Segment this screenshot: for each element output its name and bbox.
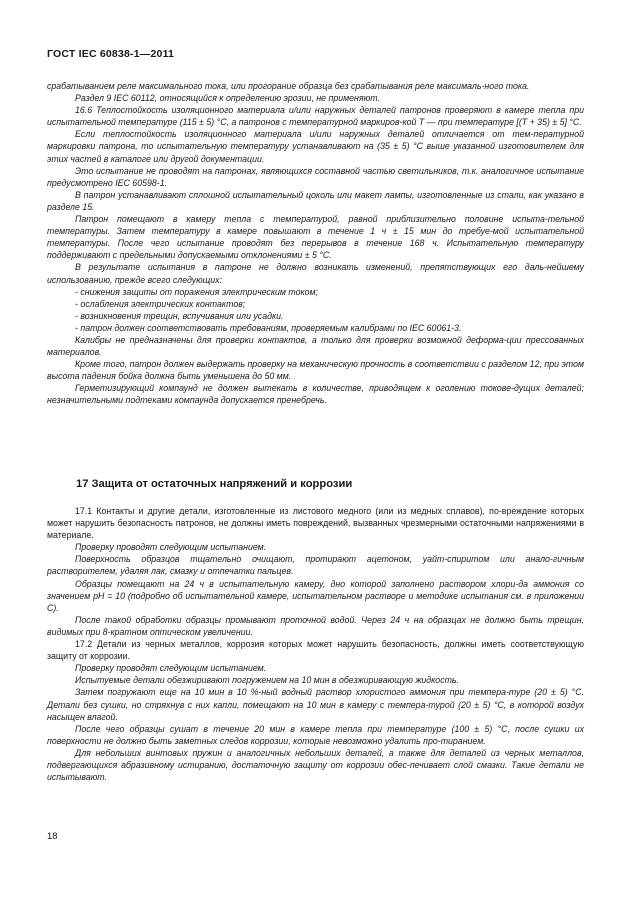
paragraph: Герметизирующий компаунд не должен вытекать в количестве, приводящем к оголению токове-дущих деталей; незначительными подтеками компаунда допускается пренебречь. (47, 383, 584, 406)
page-number: 18 (47, 831, 58, 842)
page-header: ГОСТ IEC 60838-1—2011 (47, 48, 175, 60)
paragraph: 17.2 Детали из черных металлов, коррозия которых может нарушить безопасность, должны иметь соответствующую защиту от коррозии. (47, 639, 584, 662)
paragraph: Затем погружают еще на 10 мин в 10 %-ный водный раствор хлористого аммония при темпера-туре (20 ± 5) °С. Детали без сушки, но стряхнув с них капли, помещают на 10 мин в камеру с темпера-турой (20 ± 5) °С, в которой воздух насыщен влагой. (47, 687, 584, 722)
paragraph: - ослабления электрических контактов; (75, 298, 246, 309)
paragraph: В патрон устанавливают сплошной испытательный цоколь или макет лампы, изготовленные из стали, как указано в разделе 15. (47, 189, 584, 212)
paragraph: Калибры не предназначены для проверки контактов, а только для проверки возможной деформа-ции прессованных материалов. (47, 334, 584, 358)
paragraph: Проверку проводят следующим испытанием. (75, 663, 267, 674)
paragraph: После чего образцы сушат в течение 20 мин в камере тепла при температуре (100 ± 5) °С, после сушки их поверхности не должно быть заметных следов коррозии, которые невозможно удалить про-тиранием. (47, 723, 584, 746)
paragraph: Это испытание не проводят на патронах, являющихся составной частью светильников, т.к. аналогичное испытание предусмотрено IEC 60598-1. (47, 165, 584, 188)
paragraph: Испытуемые детали обезжиривают погружением на 10 мин в обезжиривающую жидкость. (75, 675, 459, 686)
paragraph: срабатыванием реле максимального тока, или прогорание образца без срабатывания реле максималь-ного тока. (47, 81, 530, 91)
paragraph: - снижения защиты от поражения электрическим током; (75, 286, 318, 297)
paragraph: Кроме того, патрон должен выдержать проверку на механическую прочность в соответствии с разделом 12, при этом высота падения бойка должна быть уменьшена до 50 мм. (47, 359, 584, 382)
paragraph: - возникновения трещин, вспучивания или усадки. (75, 310, 284, 321)
paragraph: Раздел 9 IEC 60112, относящийся к определению эрозии, не применяют. (75, 93, 380, 104)
paragraph: Для небольших винтовых пружин и аналогичных небольших деталей, а также для деталей из черных металлов, подвергающихся абразивному истиранию, достаточную защиту от коррозии обес-печивает слой смазки. Такие детали не испытывают. (47, 747, 584, 783)
paragraph: Если теплостойкость изоляционного материала и/или наружных деталей отличается от тем-пературной маркировки патрона, то испытательную температуру устанавливают на (35 ± 5) °С выше указанной изготовителем для этих частей в каталоге или другой документации. (47, 129, 584, 164)
paragraph: Проверку проводят следующим испытанием. (75, 542, 267, 553)
section-title: 17 Защита от остаточных напряжений и коррозии (76, 478, 353, 490)
paragraph: - патрон должен соответствовать требованиям, проверяемым калибрами по IEC 60061-3. (75, 322, 462, 333)
paragraph: Поверхность образцов тщательно очищают, протирают ацетоном, уайт-спиритом или анало-гичным растворителем, удаляя лак, смазку и отпечатки пальцев. (47, 554, 584, 577)
section-16-text (47, 80, 584, 407)
paragraph: Образцы помещают на 24 ч в испытательную камеру, дно которой заполнено раствором хлори-да аммония со значением pH = 10 (подробно об испытательной камере, испытательном растворе и методике испытания см. в приложении С). (47, 578, 584, 613)
paragraph: Патрон помещают в камеру тепла с температурой, равной приблизительно половине испыта-тельной температуры. Затем температуру в камере повышают в течение 1 ч ± 15 мин до требуе-мой испытательной температуры. После чего испытание проводят без перерывов в течение 168 ч. Испытательную температуру поддерживают с предельными допускаемыми отклонениями ± 5 °С. (47, 214, 584, 261)
section-17-text (47, 505, 584, 783)
paragraph: 16.6 Теплостойкость изоляционного материала и/или наружных деталей патронов проверяют в камере тепла при испытательной температуре (115 ± 5) °С, а патронов с температурной маркиров-кой Т — при температуре [(Т + 35) ± 5] °С. (47, 105, 584, 128)
paragraph: 17.1 Контакты и другие детали, изготовленные из листового медного (или из медных сплавов), по-вреждение которых может нарушить безопасность патронов, не должны иметь повреждений, вызванных чрезмерными остаточными напряжениями в материале. (47, 506, 584, 541)
paragraph: В результате испытания в патроне не должно возникать изменений, препятствующих его даль-нейшему использованию, прежде всего следующих: (47, 262, 584, 285)
paragraph: После такой обработки образцы промывают проточной водой. Через 24 ч на образцах не должно быть трещин, видимых при 8-кратном оптическом увеличении. (47, 614, 584, 637)
